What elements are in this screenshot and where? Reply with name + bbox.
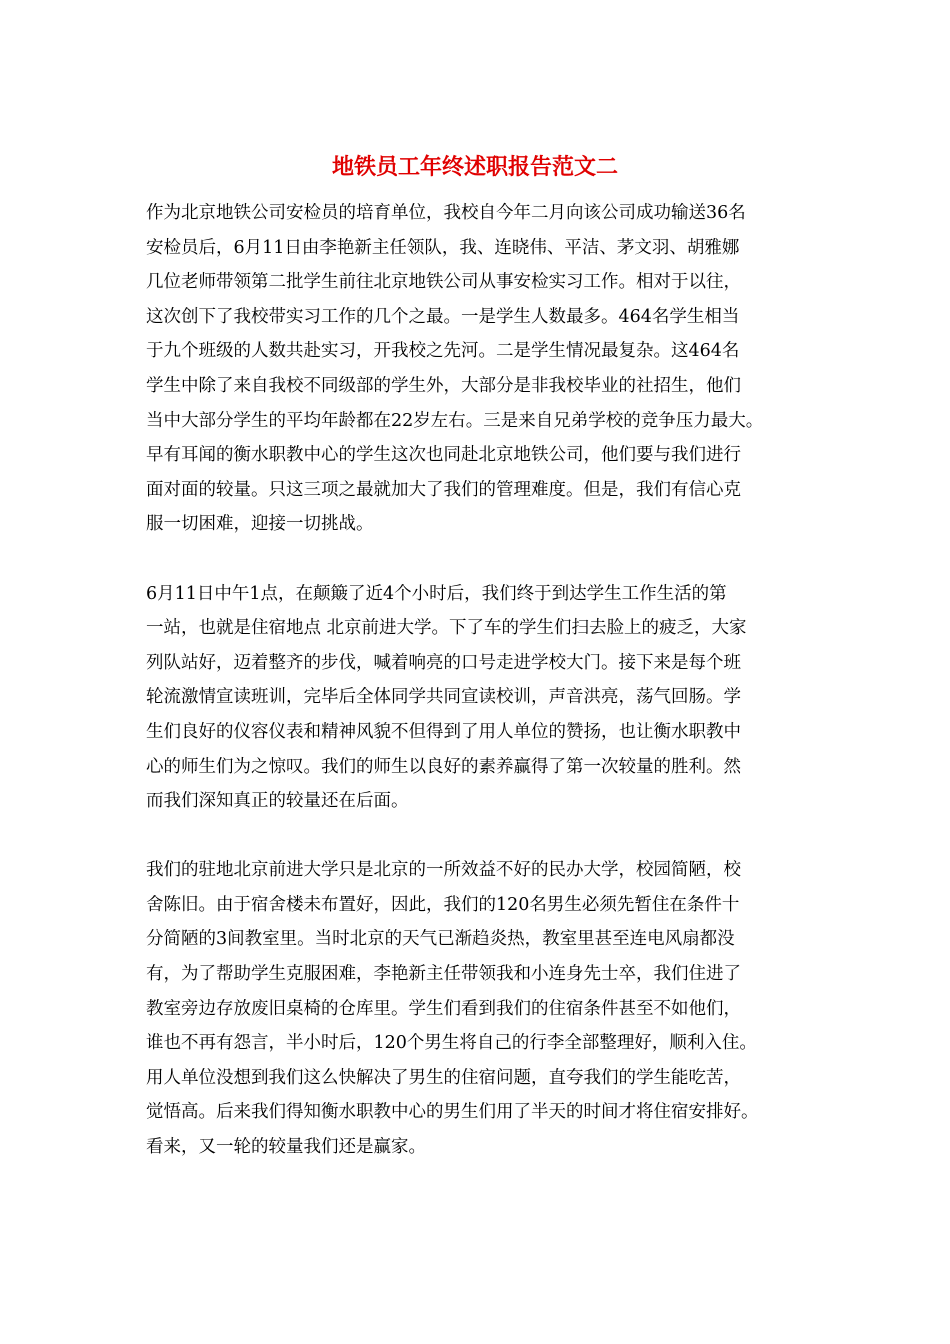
text-line: 一站，也就是住宿地点 北京前进大学。下了车的学生们扫去脸上的疲乏，大家 [146,618,747,639]
text-line: 当中大部分学生的平均年龄都在22岁左右。三是来自兄弟学校的竞争压力最大。 [146,410,764,431]
paragraph-gap [146,542,846,577]
text-line: 看来，又一轮的较量我们还是赢家。 [146,1137,426,1158]
text-line: 作为北京地铁公司安检员的培育单位，我校自今年二月向该公司成功输送36名 [146,203,746,223]
text-line: 安检员后，6月11日由李艳新主任领队，我、连晓伟、平洁、茅文羽、胡雅娜 [146,237,740,258]
text-line: 几位老师带领第二批学生前往北京地铁公司从事安检实习工作。相对于以往， [146,272,741,293]
text-line: 于九个班级的人数共赴实习，开我校之先河。二是学生情况最复杂。这464名 [146,341,740,362]
document-body [146,196,846,1165]
text-line: 面对面的较量。只这三项之最就加大了我们的管理难度。但是，我们有信心克 [146,479,741,500]
text-line: 我们的驻地北京前进大学只是北京的一所效益不好的民办大学，校园简陋，校 [146,860,741,881]
text-line: 教室旁边存放废旧桌椅的仓库里。学生们看到我们的住宿条件甚至不如他们， [146,998,741,1019]
document-title: 地铁员工年终述职报告范文二 [331,154,618,180]
text-line: 而我们深知真正的较量还在后面。 [146,791,409,812]
text-line: 学生中除了来自我校不同级部的学生外，大部分是非我校毕业的社招生，他们 [146,375,741,396]
text-line: 觉悟高。后来我们得知衡水职教中心的男生们用了半天的时间才将住宿安排好。 [146,1102,759,1123]
text-line: 服一切困难，迎接一切挑战。 [146,514,374,535]
paragraph-3 [146,853,846,1164]
text-line: 用人单位没想到我们这么快解决了男生的住宿问题，直夸我们的学生能吃苦， [146,1067,741,1088]
paragraph-gap [146,819,846,854]
text-line: 分简陋的3间教室里。当时北京的天气已渐趋炎热，教室里甚至连电风扇都没 [146,929,735,950]
text-line: 谁也不再有怨言，半小时后，120个男生将自己的行李全部整理好，顺利入住。 [146,1033,757,1054]
text-line: 心的师生们为之惊叹。我们的师生以良好的素养赢得了第一次较量的胜利。然 [146,756,741,777]
text-line: 早有耳闻的衡水职教中心的学生这次也同赴北京地铁公司，他们要与我们进行 [146,445,741,466]
text-line: 有，为了帮助学生克服困难，李艳新主任带领我和小连身先士卒，我们住进了 [146,964,741,985]
paragraph-2 [146,577,846,819]
text-line: 6月11日中午1点，在颠簸了近4个小时后，我们终于到达学生工作生活的第 [146,583,727,604]
text-line: 列队站好，迈着整齐的步伐，喊着响亮的口号走进学校大门。接下来是每个班 [146,652,741,673]
text-line: 这次创下了我校带实习工作的几个之最。一是学生人数最多。464名学生相当 [146,306,740,327]
text-line: 轮流激情宣读班训，完毕后全体同学共同宣读校训，声音洪亮，荡气回肠。学 [146,687,741,708]
text-line: 舍陈旧。由于宿舍楼未布置好，因此，我们的120名男生必须先暂住在条件十 [146,894,740,915]
paragraph-1 [146,196,846,542]
text-line: 生们良好的仪容仪表和精神风貌不但得到了用人单位的赞扬，也让衡水职教中 [146,721,741,742]
